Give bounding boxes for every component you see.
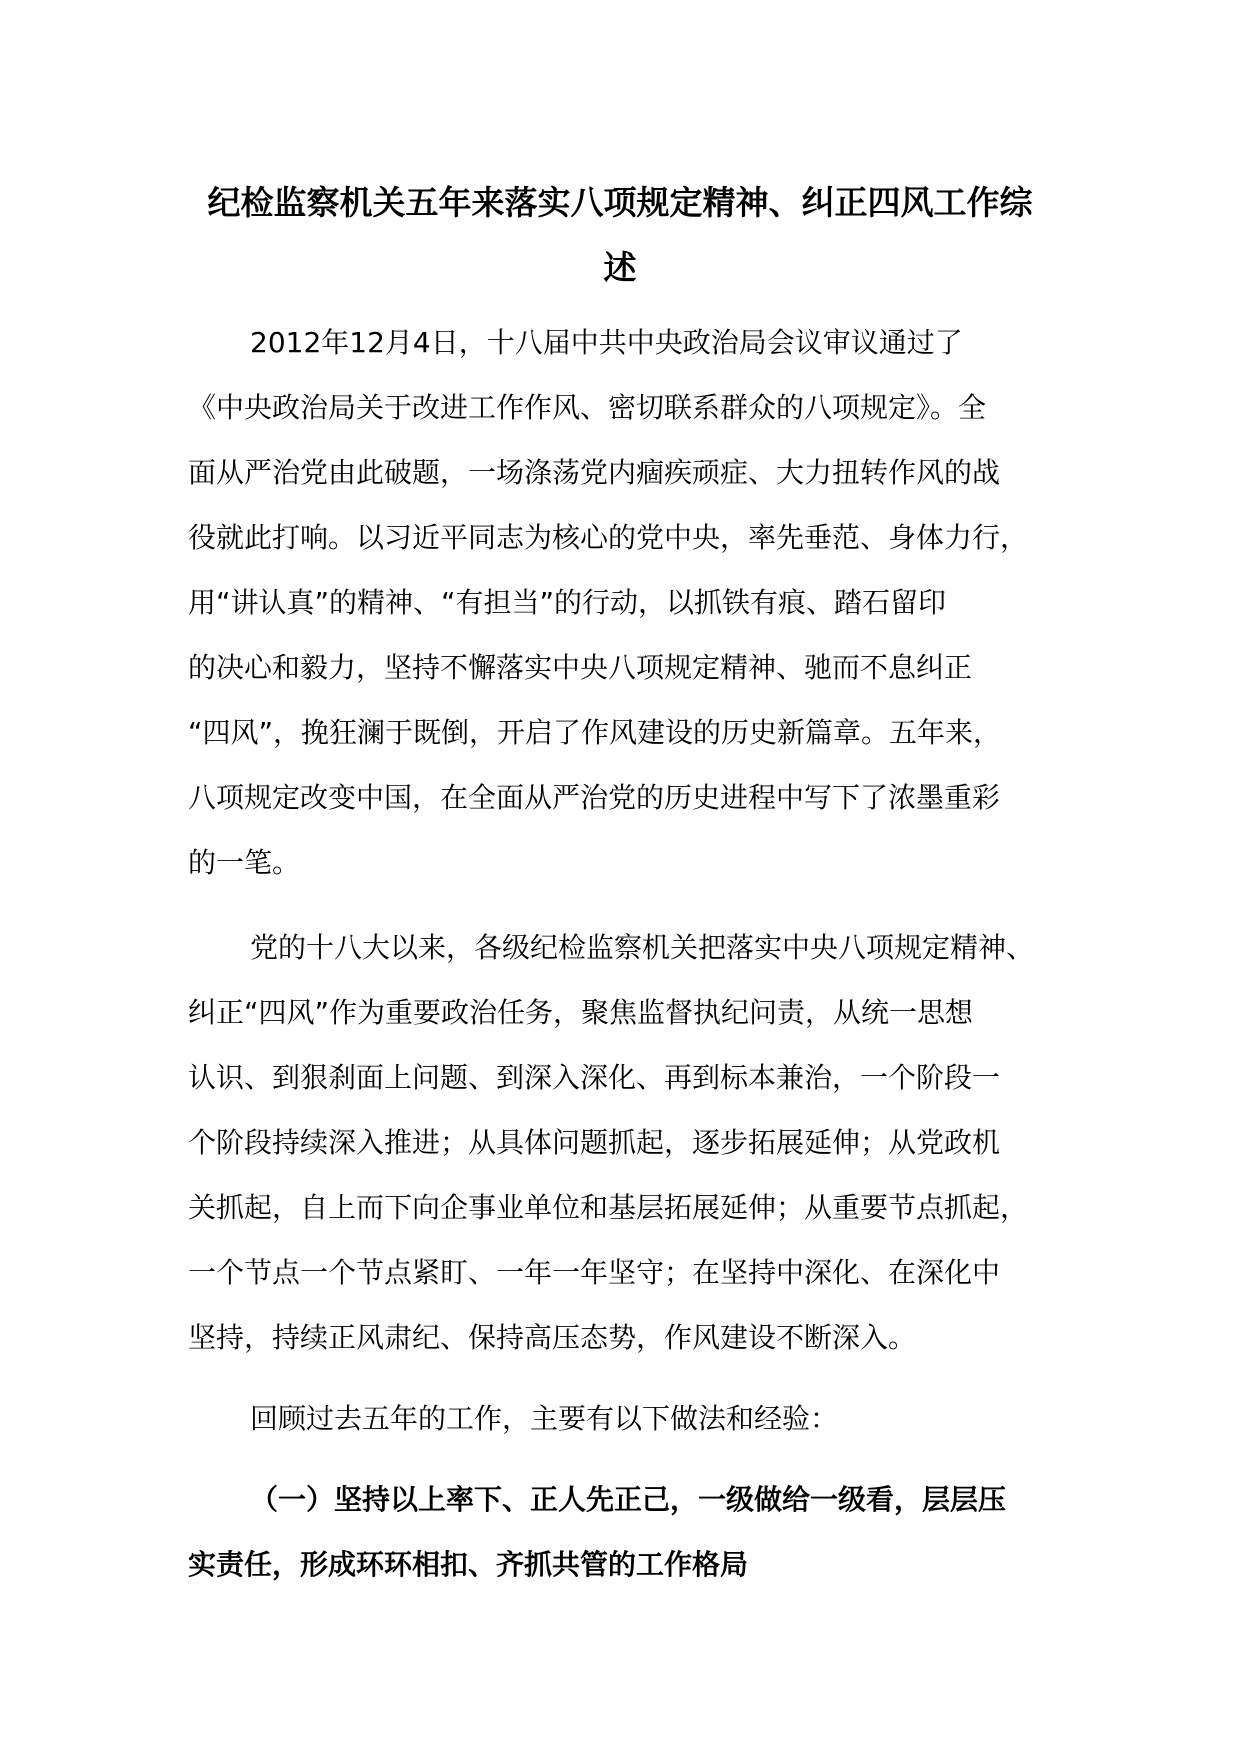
paragraph-line: 《中央政治局关于改进工作作风、密切联系群众的八项规定》。全 bbox=[188, 391, 987, 424]
paragraph-line: 认识、到狠刹面上问题、到深入深化、再到标本兼治，一个阶段一 bbox=[188, 1061, 1001, 1094]
paragraph-line: 八项规定改变中国，在全面从严治党的历史进程中写下了浓墨重彩 bbox=[188, 781, 1001, 814]
paragraph-line: 党的十八大以来，各级纪检监察机关把落实中央八项规定精神、 bbox=[250, 931, 1035, 964]
paragraph-line: 2012年12月4日，十八届中共中央政治局会议审议通过了 bbox=[250, 326, 963, 359]
paragraph-line: 回顾过去五年的工作，主要有以下做法和经验： bbox=[250, 1402, 839, 1435]
document-title: 述 bbox=[603, 248, 637, 287]
section-heading: 实责任，形成环环相扣、齐抓共管的工作格局 bbox=[188, 1548, 749, 1581]
paragraph-line: 坚持，持续正风肃纪、保持高压态势，作风建设不断深入。 bbox=[188, 1321, 917, 1354]
paragraph-line: 个阶段持续深入推进；从具体问题抓起，逐步拓展延伸；从党政机 bbox=[188, 1126, 1001, 1159]
paragraph-line: 役就此打响。以习近平同志为核心的党中央，率先垂范、身体力行， bbox=[188, 521, 1029, 554]
section-heading: （一）坚持以上率下、正人先正己，一级做给一级看，层层压 bbox=[250, 1483, 1007, 1516]
paragraph-line: 关抓起，自上而下向企事业单位和基层拓展延伸；从重要节点抓起， bbox=[188, 1191, 1029, 1224]
paragraph-line: 面从严治党由此破题，一场涤荡党内痼疾顽症、大力扭转作风的战 bbox=[188, 456, 1001, 489]
paragraph-line: “四风”，挽狂澜于既倒，开启了作风建设的历史新篇章。五年来， bbox=[188, 716, 1002, 749]
paragraph-line: 纠正“四风”作为重要政治任务，聚焦监督执纪问责，从统一思想 bbox=[188, 996, 974, 1029]
paragraph-line: 的一笔。 bbox=[188, 846, 301, 879]
paragraph-line: 一个节点一个节点紧盯、一年一年坚守；在坚持中深化、在深化中 bbox=[188, 1256, 1001, 1289]
document-title: 纪检监察机关五年来落实八项规定精神、纠正四风工作综 bbox=[207, 183, 1033, 222]
paragraph-line: 的决心和毅力，坚持不懈落实中央八项规定精神、驰而不息纠正 bbox=[188, 651, 973, 684]
paragraph-line: 用“讲认真”的精神、“有担当”的行动，以抓铁有痕、踏石留印 bbox=[188, 586, 947, 619]
